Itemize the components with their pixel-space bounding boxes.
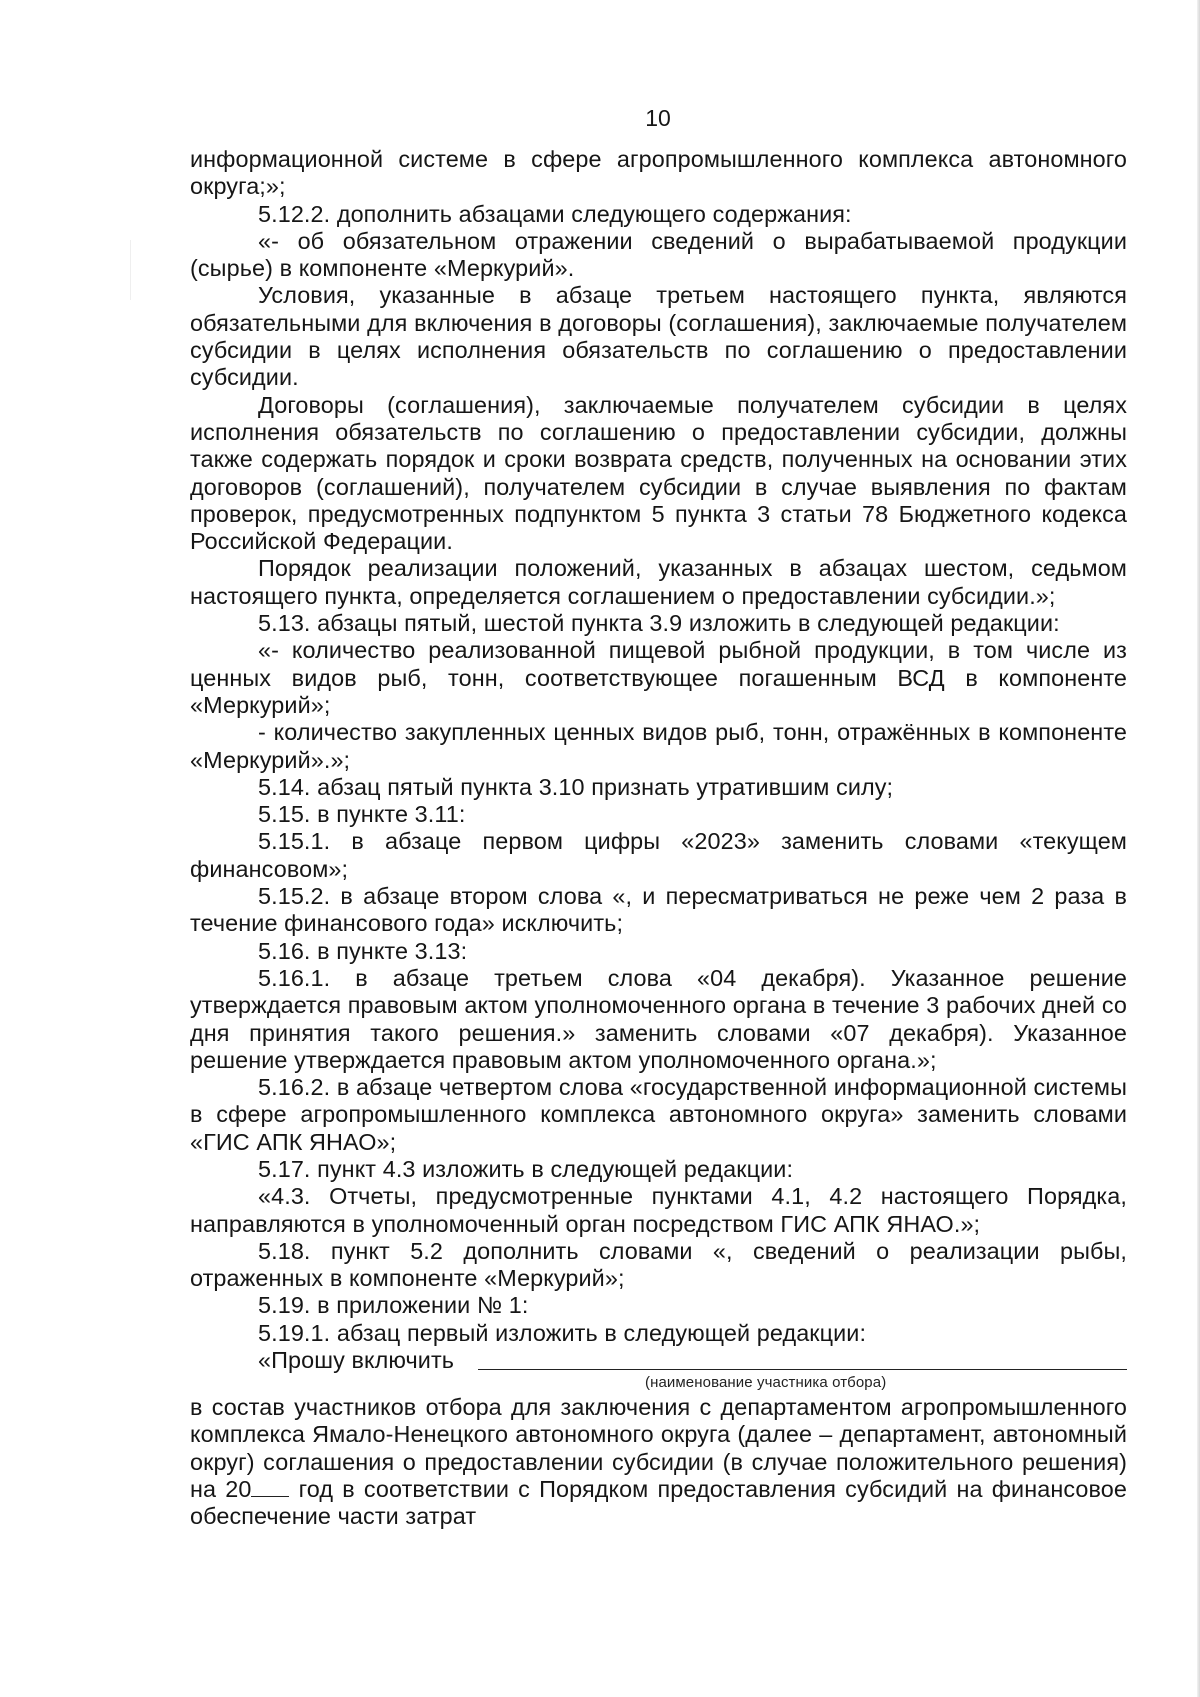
paragraph: 5.19. в приложении № 1:: [258, 1292, 529, 1319]
paragraph: «- об обязательном отражении сведений о вырабатываемой продукции (сырье) в компоненте «Меркурий».: [190, 227, 1127, 282]
paragraph: - количество закупленных ценных видов рыб, тонн, отражённых в компоненте «Меркурий».»;: [190, 719, 1127, 773]
paragraph: 5.17. пункт 4.3 изложить в следующей редакции:: [258, 1155, 794, 1182]
paragraph: 5.16.1. в абзаце третьем слова «04 декабря). Указанное решение утверждается правовым актом уполномоченного органа в течение 3 рабочих дней со дня принятия такого решения.» заменить словами «07 декабря). Указанное решение утверждается правовым актом уполномоченного органа.»;: [190, 964, 1127, 1073]
paragraph: 5.14. абзац пятый пункта 3.10 признать утратившим силу;: [258, 773, 894, 800]
document-body: [190, 146, 1127, 1531]
paragraph: информационной системе в сфере агропромышленного комплекса автономного округа;»;: [190, 146, 1127, 200]
paragraph: 5.12.2. дополнить абзацами следующего содержания:: [258, 200, 852, 227]
paragraph-part: год в соответствии с Порядком предоставления субсидий на финансовое обеспечение части затрат: [190, 1475, 1127, 1530]
paragraph: 5.16.2. в абзаце четвертом слова «государственной информационной системы в сфере агропромышленного комплекса автономного округа» заменить словами «ГИС АПК ЯНАО»;: [190, 1074, 1127, 1155]
paragraph: 5.19.1. абзац первый изложить в следующей редакции:: [258, 1319, 867, 1346]
paragraph: Условия, указанные в абзаце третьем настоящего пункта, являются обязательными для включения в договоры (соглашения), заключаемые получателем субсидии в целях исполнения обязательств по соглашению о предоставлении субсидии.: [190, 282, 1127, 391]
paragraph: Порядок реализации положений, указанных в абзацах шестом, седьмом настоящего пункта, определяется соглашением о предоставлении субсидии.»;: [190, 555, 1127, 609]
paragraph: «- количество реализованной пищевой рыбной продукции, в том числе из ценных видов рыб, тонн, соответствующее погашенным ВСД в компоненте «Меркурий»;: [190, 637, 1127, 718]
paragraph: 5.16. в пункте 3.13:: [258, 937, 468, 964]
paragraph: Договоры (соглашения), заключаемые получателем субсидии в целях исполнения обязательств по соглашению о предоставлении субсидии, должны также содержать порядок и сроки возврата средств, полученных на основании этих договоров (соглашений), получателем субсидии в случае выявления по фактам проверок, предусмотренных подпунктом 5 пункта 3 статьи 78 Бюджетного кодекса Российской Федерации.: [190, 391, 1127, 555]
participant-name-blank: [478, 1369, 1127, 1370]
paragraph-with-year-blank: [190, 1394, 1127, 1530]
blank-caption: (наименование участника отбора): [645, 1374, 887, 1392]
paragraph: 5.15.2. в абзаце втором слова «, и пересматриваться не реже чем 2 раза в течение финансового года» исключить;: [190, 883, 1127, 937]
paragraph: 5.13. абзацы пятый, шестой пункта 3.9 изложить в следующей редакции:: [258, 610, 1060, 637]
scan-artifact: [130, 240, 131, 300]
paragraph: «4.3. Отчеты, предусмотренные пунктами 4.1, 4.2 настоящего Порядка, направляются в уполномоченный орган посредством ГИС АПК ЯНАО.»;: [190, 1183, 1127, 1237]
form-fill-label: «Прошу включить: [258, 1347, 455, 1374]
year-blank: [251, 1478, 289, 1497]
paragraph-part: в состав участников отбора для заключения с департаментом агропромышленного комплекса Ямало-Ненецкого автономного округа (далее – департамент, автономный округ) соглашения о предоставлении субсидии (в случае положительного решения) на 20: [190, 1394, 1127, 1502]
paragraph: 5.18. пункт 5.2 дополнить словами «, сведений о реализации рыбы, отраженных в компоненте «Меркурий»;: [190, 1237, 1127, 1292]
paragraph: 5.15. в пункте 3.11:: [258, 801, 466, 828]
form-fill-line: [190, 1347, 1127, 1374]
paragraph: 5.15.1. в абзаце первом цифры «2023» заменить словами «текущем финансовом»;: [190, 828, 1127, 882]
page-number: 10: [645, 105, 671, 131]
